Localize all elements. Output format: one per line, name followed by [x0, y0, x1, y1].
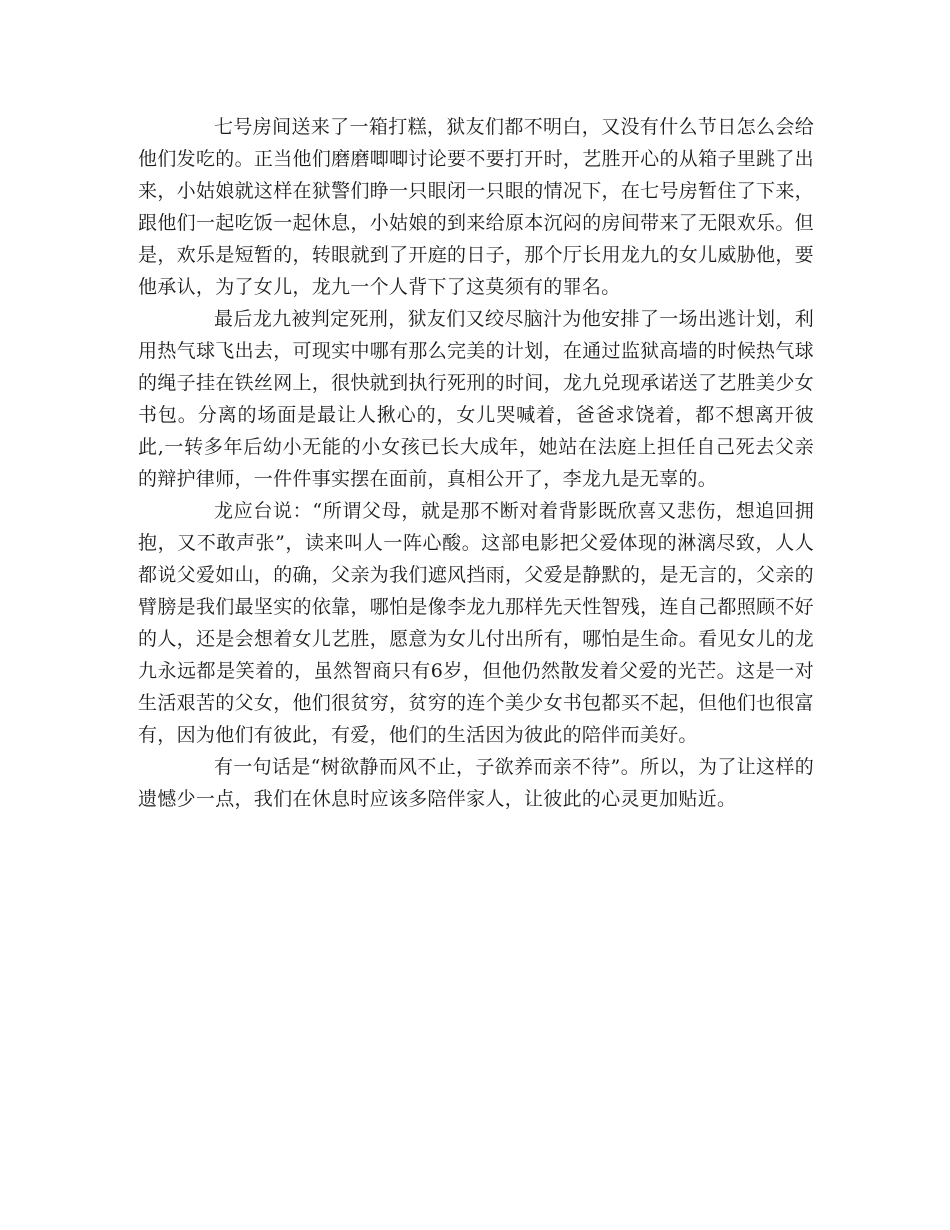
paragraph-1: 七号房间送来了一箱打糕，狱友们都不明白，又没有什么节日怎么会给他们发吃的。正当他们磨磨唧唧讨论要不要打开时，艺胜开心的从箱子里跳了出来，小姑娘就这样在狱警们睁一只眼闭一只眼的情况下，在七号房暂住了下来，跟他们一起吃饭一起休息，小姑娘的到来给原本沉闷的房间带来了无限欢乐。但是，欢乐是短暂的，转眼就到了开庭的日子，那个厅长用龙九的女儿威胁他，要他承认，为了女儿，龙九一个人背下了这莫须有的罪名。: [138, 116, 814, 298]
paragraph-2: 最后龙九被判定死刑，狱友们又绞尽脑汁为他安排了一场出逃计划，利用热气球飞出去，可现实中哪有那么完美的计划，在通过监狱高墙的时候热气球的绳子挂在铁丝网上，很快就到执行死刑的时间，龙九兑现承诺送了艺胜美少女书包。分离的场面是最让人揪心的，女儿哭喊着，爸爸求饶着，都不想离开彼此,一转多年后幼小无能的小女孩已长大成年，她站在法庭上担任自己死去父亲的辩护律师，一件件事实摆在面前，真相公开了，李龙九是无辜的。: [138, 308, 814, 490]
document-body: [138, 111, 814, 815]
paragraph-4: 有一句话是“树欲静而风不止，子欲养而亲不待”。所以，为了让这样的遗憾少一点，我们在休息时应该多陪伴家人，让彼此的心灵更加贴近。: [138, 756, 814, 810]
paragraph-3: 龙应台说：“所谓父母，就是那不断对着背影既欣喜又悲伤，想追回拥抱，又不敢声张”，读来叫人一阵心酸。这部电影把父爱体现的淋漓尽致，人人都说父爱如山，的确，父亲为我们遮风挡雨，父爱是静默的，是无言的，父亲的臂膀是我们最坚实的依靠，哪怕是像李龙九那样先天性智残，连自己都照顾不好的人，还是会想着女儿艺胜，愿意为女儿付出所有，哪怕是生命。看见女儿的龙九永远都是笑着的，虽然智商只有6岁，但他仍然散发着父爱的光芒。这是一对生活艰苦的父女，他们很贫穷，贫穷的连个美少女书包都买不起，但他们也很富有，因为他们有彼此，有爱，他们的生活因为彼此的陪伴而美好。: [138, 500, 814, 746]
